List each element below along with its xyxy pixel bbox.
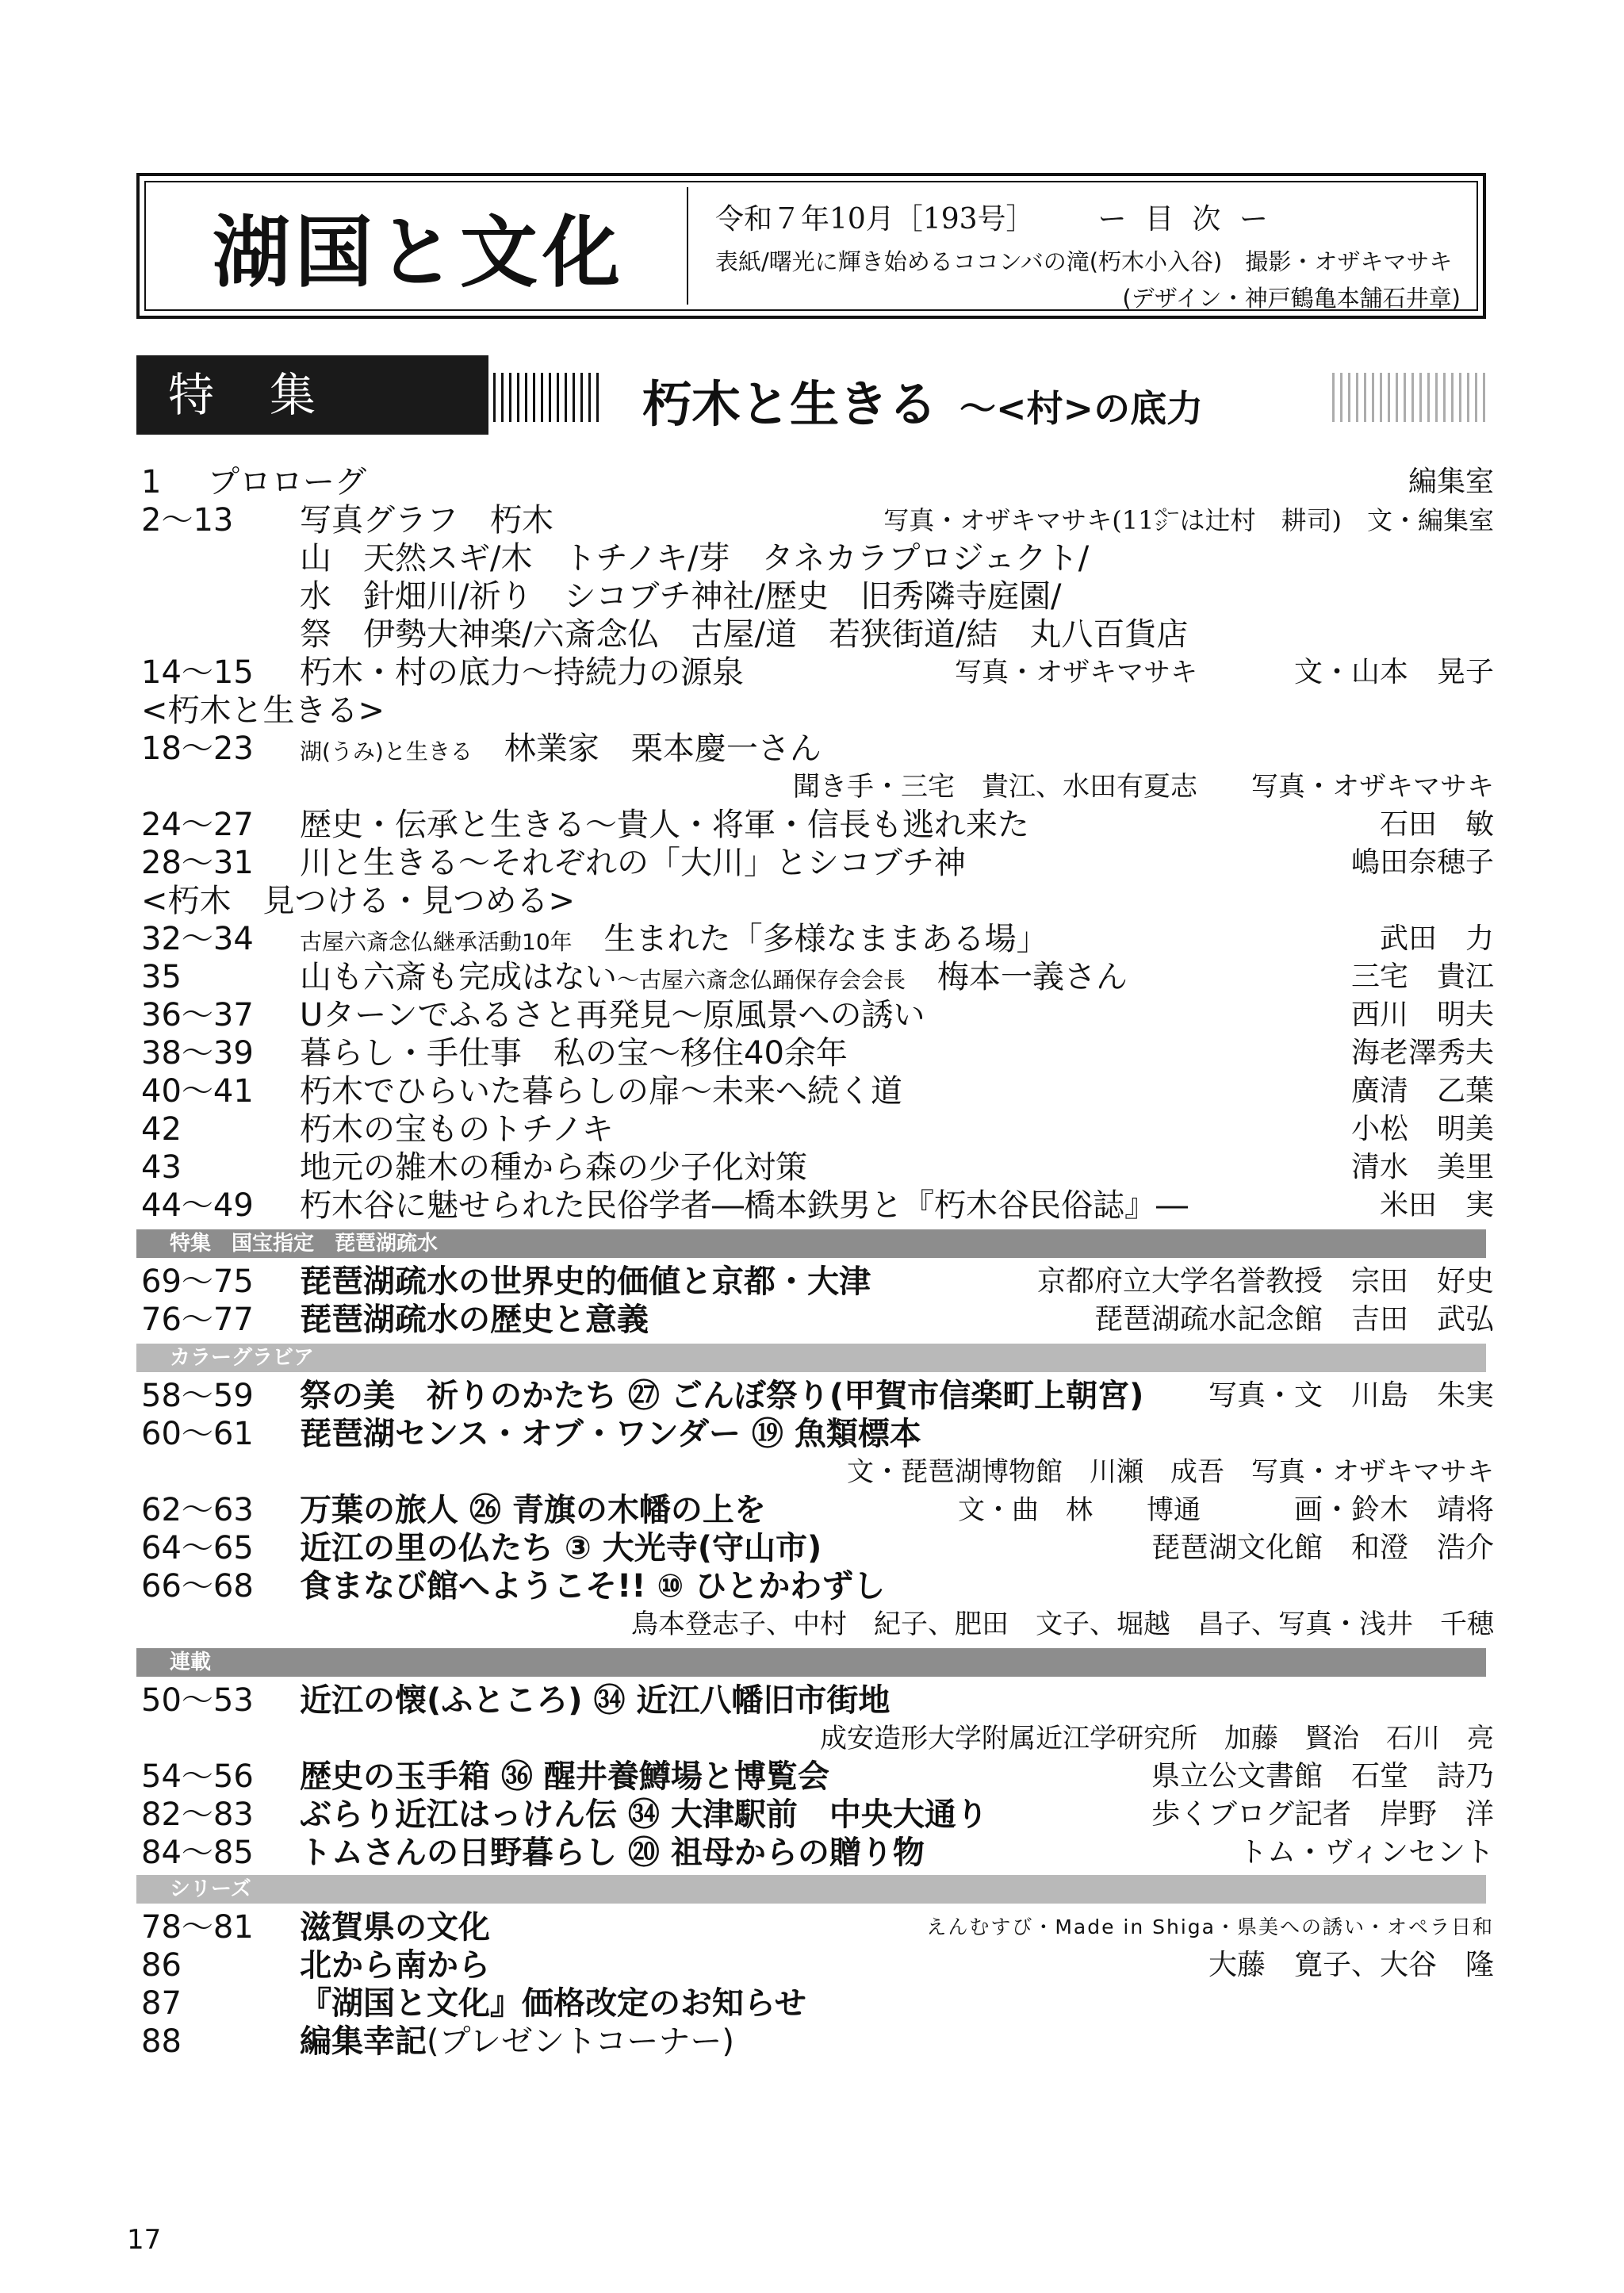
entry-page: 60～61 [141, 1416, 254, 1452]
toc-label: ー 目 次 ー [1097, 203, 1273, 236]
entry-page: 64～65 [141, 1530, 254, 1566]
entry-title: 朽木・村の底力～持続力の源泉 [300, 654, 744, 691]
entry-author: 米田 実 [1379, 1189, 1494, 1221]
entry-author: 嶋田奈穂子 [1350, 846, 1494, 879]
toc-entry[interactable] [0, 1984, 1624, 2023]
entry-page: 32～34 [141, 921, 254, 957]
feature-label: 特集 [136, 355, 488, 435]
entry-credit: 聞き手・三宅 貴江、水田有夏志 写真・オザキマサキ [793, 771, 1494, 803]
toc-entry[interactable] [0, 844, 1624, 882]
entry-title-prefix: 古屋六斎念仏継承活動10年 [300, 929, 573, 955]
entry-credit: 文・曲 林 博通 [958, 1494, 1201, 1526]
toc-entry[interactable] [0, 1072, 1624, 1110]
entry-author: 編集室 [1408, 466, 1494, 498]
toc-entry[interactable] [0, 1034, 1624, 1072]
toc-entry[interactable] [0, 1491, 1624, 1529]
entry-author: 海老澤秀夫 [1350, 1037, 1494, 1069]
entry-author: 西川 明夫 [1350, 999, 1494, 1031]
toc-entry[interactable] [0, 996, 1624, 1034]
entry-page: 38～39 [141, 1035, 254, 1072]
entry-page: 14～15 [141, 654, 254, 691]
feature-title-main: 朽木と生きる [642, 375, 938, 433]
entry-title: ぶらり近江はっけん伝 ㉞ 大津駅前 中央大通り [300, 1796, 988, 1833]
section-bar-gravure: カラーグラビア [136, 1344, 1486, 1372]
entry-title-main: 編集幸記 [300, 2023, 427, 2060]
masthead-box [136, 173, 1486, 319]
toc-entry[interactable] [0, 1758, 1624, 1796]
entry-author: 写真・オザキマサキ(11㌻は辻村 耕司) 文・編集室 [883, 505, 1494, 535]
toc-entry[interactable] [0, 1187, 1624, 1225]
entry-title: トムさんの日野暮らし ⑳ 祖母からの贈り物 [300, 1835, 925, 1871]
issue-line [715, 197, 1273, 237]
entry-title-main: 生まれた「多様なままある場」 [603, 921, 1048, 957]
toc-entry[interactable] [0, 1148, 1624, 1187]
entry-page: 43 [141, 1149, 182, 1186]
entry-author: 文・山本 晃子 [1293, 656, 1494, 688]
entry-author: 廣清 乙葉 [1350, 1075, 1494, 1107]
toc-entry[interactable] [0, 1377, 1624, 1415]
banner-stripes-right [1332, 373, 1486, 422]
entry-page: 58～59 [141, 1378, 254, 1414]
toc-entry[interactable] [0, 501, 1624, 539]
entry-title: 万葉の旅人 ㉖ 青旗の木幡の上を [300, 1492, 766, 1528]
entry-author: 写真・文 川島 朱実 [1208, 1379, 1494, 1412]
entry-page: 2～13 [141, 502, 234, 539]
toc-entry[interactable] [0, 1110, 1624, 1148]
entry-title: 琵琶湖疏水の歴史と意義 [300, 1302, 649, 1338]
entry-title: 歴史・伝承と生きる～貴人・将軍・信長も逃れ来た [300, 807, 1029, 843]
entry-subline: 祭 伊勢大神楽/六斎念仏 古屋/道 若狭街道/結 丸八百貨店 [300, 616, 1189, 653]
entry-title: Uターンでふるさと再発見～原風景への誘い [300, 997, 925, 1033]
entry-author: 琵琶湖文化館 和澄 浩介 [1151, 1532, 1494, 1564]
entry-title: 琵琶湖疏水の世界史的価値と京都・大津 [300, 1263, 871, 1300]
toc-entry[interactable] [0, 1908, 1624, 1946]
entry-page: 18～23 [141, 730, 254, 767]
entry-title: 祭の美 祈りのかたち ㉗ ごんぼ祭り(甲賀市信楽町上朝宮) [300, 1378, 1144, 1414]
entry-subline: 山 天然スギ/木 トチノキ/芽 タネカラプロジェクト/ [300, 540, 1090, 577]
magazine-logo: 湖国と文化 [151, 187, 688, 305]
entry-title: 食まなび館へようこそ!! ⑩ ひとかわずし [300, 1568, 886, 1605]
entry-title [300, 730, 822, 771]
toc-entry[interactable] [0, 1681, 1624, 1720]
entry-page: 44～49 [141, 1187, 254, 1224]
toc-entry[interactable] [0, 1301, 1624, 1339]
entry-title: 滋賀県の文化 [300, 1909, 490, 1946]
entry-title-suffix: (プレゼントコーナー) [427, 2023, 735, 2060]
entry-page: 82～83 [141, 1796, 254, 1833]
entry-author: 県立公文書館 石堂 詩乃 [1151, 1760, 1494, 1793]
entry-author: トム・ヴィンセント [1239, 1836, 1494, 1869]
page-number: 17 [127, 2224, 162, 2256]
toc-entry[interactable] [0, 1796, 1624, 1834]
entry-title [300, 920, 1048, 961]
toc-entry[interactable] [0, 1946, 1624, 1984]
entry-author: 大藤 寛子、大谷 隆 [1208, 1949, 1494, 1981]
entry-title: 琵琶湖センス・オブ・ワンダー ⑲ 魚類標本 [300, 1416, 921, 1452]
entry-credit: 写真・オザキマサキ [955, 657, 1197, 688]
entry-title: 写真グラフ 朽木 [300, 502, 553, 539]
entry-page: 78～81 [141, 1909, 254, 1946]
section-bar-series: シリーズ [136, 1875, 1486, 1904]
toc-entry[interactable] [0, 730, 1624, 768]
entry-page: 28～31 [141, 845, 254, 881]
entry-page: 36～37 [141, 997, 254, 1033]
cover-caption: 表紙/曙光に輝き始めるココンバの滝(朽木小入谷) 撮影・オザキマサキ [715, 248, 1453, 275]
entry-author: 武田 力 [1379, 922, 1494, 955]
entry-page: 40～41 [141, 1073, 254, 1110]
feature-subtitle: ～<村>の底力 [959, 387, 1204, 430]
entry-title: 歴史の玉手箱 ㊱ 醒井養鱒場と博覧会 [300, 1758, 829, 1795]
entry-page: 88 [141, 2023, 182, 2060]
toc-entry[interactable] [0, 1415, 1624, 1453]
entry-author: 小松 明美 [1350, 1113, 1494, 1145]
entry-page: 24～27 [141, 807, 254, 843]
design-credit: (デザイン・神戸鶴亀本舗石井章) [1122, 285, 1461, 312]
entry-author: えんむすび・Made in Shiga・県美への誘い・オペラ日和 [926, 1915, 1494, 1938]
toc-entry[interactable] [0, 654, 1624, 692]
entry-title: 近江の懐(ふところ) ㉞ 近江八幡旧市街地 [300, 1682, 891, 1719]
section-bar-rensai: 連載 [136, 1648, 1486, 1677]
entry-page: 54～56 [141, 1758, 254, 1795]
entry-title [300, 958, 1128, 999]
entry-page: 35 [141, 959, 182, 995]
entry-page: 62～63 [141, 1492, 254, 1528]
entry-page: 86 [141, 1947, 182, 1984]
entry-title: プロローグ [208, 464, 366, 500]
entry-title: 朽木でひらいた暮らしの扉～未来へ続く道 [300, 1073, 902, 1110]
entry-credit: 文・琵琶湖博物館 川瀬 成吾 写真・オザキマサキ [847, 1456, 1494, 1488]
entry-title: 北から南から [300, 1947, 490, 1984]
entry-credit: 鳥本登志子、中村 紀子、肥田 文子、堀越 昌子、写真・浅井 千穂 [631, 1609, 1494, 1640]
entry-title-main: 林業家 栗本慶一さん [504, 730, 822, 767]
entry-title: 川と生きる～それぞれの「大川」とシコブチ神 [300, 845, 966, 881]
toc-entry[interactable] [0, 1567, 1624, 1605]
entry-title: 地元の雑木の種から森の少子化対策 [300, 1149, 807, 1186]
entry-title: 朽木谷に魅せられた民俗学者―橋本鉄男と『朽木谷民俗誌』― [300, 1187, 1188, 1224]
entry-title-main: 山も六斎も完成はない [300, 959, 617, 995]
toc-entry[interactable] [0, 806, 1624, 844]
toc-entry[interactable] [0, 463, 1624, 501]
toc-entry[interactable] [0, 2023, 1624, 2061]
entry-author: 三宅 貴江 [1350, 961, 1494, 993]
entry-subline: 水 針畑川/祈り シコブチ神社/歴史 旧秀隣寺庭園/ [300, 578, 1062, 615]
entry-title-end: 梅本一義さん [937, 959, 1128, 995]
entry-author: 石田 敏 [1379, 808, 1494, 841]
issue-number: 令和７年10月［193号］ [715, 203, 1035, 236]
toc-entry[interactable] [0, 1529, 1624, 1567]
entry-title: 暮らし・手仕事 私の宝～移住40余年 [300, 1035, 848, 1072]
entry-page: 1 [141, 464, 162, 500]
group-heading: <朽木と生きる> [141, 692, 385, 729]
feature-title [642, 365, 1203, 435]
entry-title-mid: ～古屋六斎念仏踊保存会会長 [617, 967, 906, 993]
entry-title-prefix: 湖(うみ)と生きる [300, 738, 473, 765]
entry-page: 42 [141, 1111, 182, 1148]
toc-entry[interactable] [0, 958, 1624, 996]
entry-page: 84～85 [141, 1835, 254, 1871]
toc-entry[interactable] [0, 1263, 1624, 1301]
entry-author: 京都府立大学名誉教授 宗田 好史 [1036, 1265, 1494, 1298]
entry-author: 清水 美里 [1350, 1151, 1494, 1183]
entry-page: 76～77 [141, 1302, 254, 1338]
entry-title: 『湖国と文化』価格改定のお知らせ [300, 1985, 806, 2022]
entry-page: 50～53 [141, 1682, 254, 1719]
entry-page: 66～68 [141, 1568, 254, 1605]
entry-title [300, 2023, 734, 2061]
entry-author: 画・鈴木 靖将 [1293, 1494, 1494, 1526]
banner-stripes-left [493, 373, 604, 422]
entry-credit: 成安造形大学附属近江学研究所 加藤 賢治 石川 亮 [820, 1723, 1494, 1754]
group-heading: <朽木 見つける・見つめる> [141, 883, 576, 919]
entry-page: 69～75 [141, 1263, 254, 1300]
section-bar-kokuho: 特集 国宝指定 琵琶湖疏水 [136, 1229, 1486, 1258]
entry-title: 近江の里の仏たち ③ 大光寺(守山市) [300, 1530, 822, 1566]
entry-author: 歩くブログ記者 岸野 洋 [1151, 1798, 1494, 1831]
toc-entry[interactable] [0, 1834, 1624, 1872]
entry-page: 87 [141, 1985, 182, 2022]
entry-title: 朽木の宝ものトチノキ [300, 1111, 614, 1148]
entry-author: 琵琶湖疏水記念館 吉田 武弘 [1094, 1303, 1494, 1336]
toc-entry[interactable] [0, 920, 1624, 958]
